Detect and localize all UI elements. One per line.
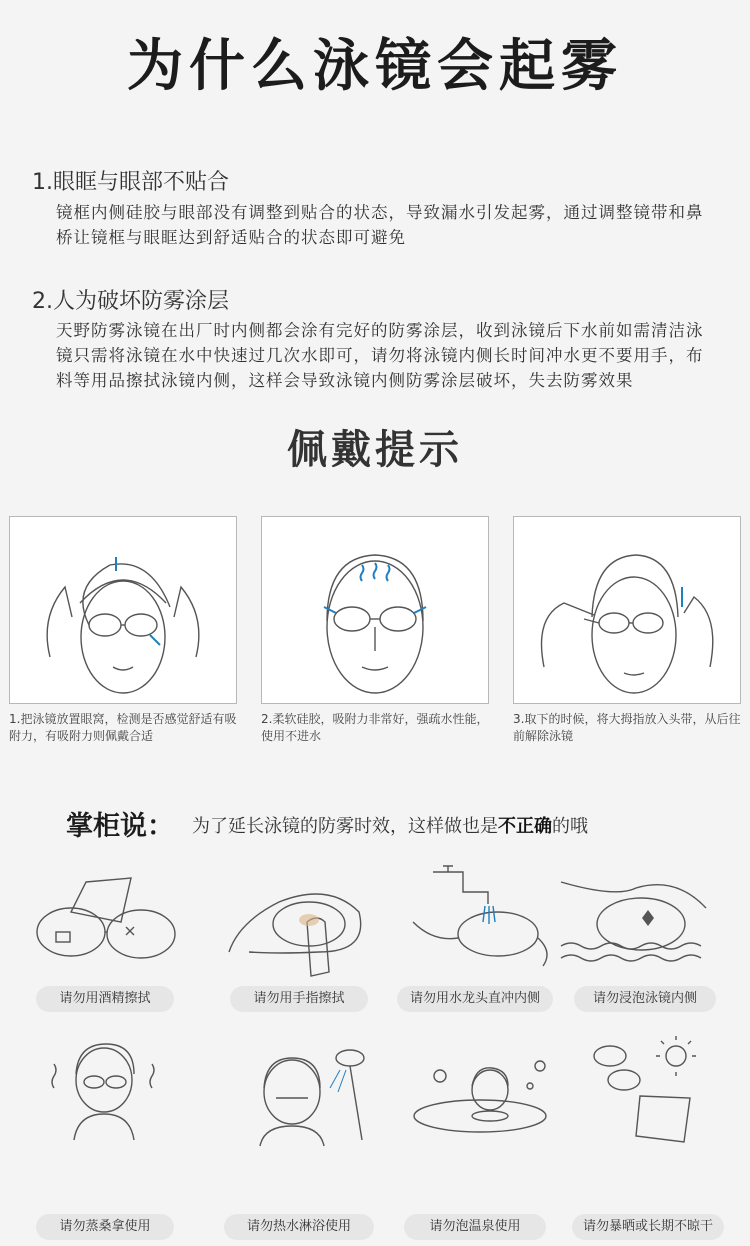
manager-note (192, 812, 588, 838)
wearing-step-1-image (9, 516, 237, 704)
manager-note-emphasis: 不正确 (498, 816, 552, 837)
wearing-step-2-image (261, 516, 489, 704)
shower-icon (232, 1040, 390, 1150)
step-3-illustration-icon (514, 517, 740, 703)
wearing-tips-title: 佩戴提示 (287, 427, 463, 473)
manager-note-suffix: 的哦 (552, 816, 588, 837)
step-2-illustration-icon (262, 517, 488, 703)
dont-faucet-rinse-label: 请勿用水龙头直冲内侧 (397, 986, 553, 1012)
sun-exposure-icon (580, 1036, 738, 1146)
sauna-icon (34, 1034, 192, 1144)
wearing-step-3-caption: 3.取下的时候，将大拇指放入头带，从后往前解除泳镜 (513, 712, 741, 743)
wearing-step-1-caption: 1.把泳镜放置眼窝，检测是否感觉舒适有吸附力，有吸附力则佩戴合适 (9, 712, 237, 743)
section-1-title: 1.眼眶与眼部不贴合 (32, 170, 229, 195)
dont-alcohol-wipe-label: 请勿用酒精擦拭 (36, 986, 174, 1012)
faucet-rinse-icon (403, 862, 561, 972)
hot-spring-icon (410, 1046, 568, 1156)
finger-wipe-icon (219, 872, 377, 982)
dont-shower-label: 请勿热水淋浴使用 (224, 1214, 374, 1240)
dont-sun-exposure-label: 请勿暴晒或长期不晾干 (572, 1214, 724, 1240)
soak-icon (556, 868, 714, 978)
wearing-step-3-image (513, 516, 741, 704)
dont-finger-wipe-label: 请勿用手指擦拭 (230, 986, 368, 1012)
section-1-body: 镜框内侧硅胶与眼部没有调整到贴合的状态，导致漏水引发起雾，通过调整镜带和鼻桥让镜框与眼眶达到舒适贴合的状态即可避免 (56, 203, 704, 247)
wearing-step-2-caption: 2.柔软硅胶，吸附力非常好，强疏水性能，使用不进水 (261, 712, 489, 743)
dont-hot-spring-label: 请勿泡温泉使用 (404, 1214, 546, 1240)
page-title: 为什么泳镜会起雾 (127, 34, 623, 99)
manager-label: 掌柜说： (66, 811, 174, 842)
dont-sauna-label: 请勿蒸桑拿使用 (36, 1214, 174, 1240)
alcohol-wipe-icon (26, 872, 184, 982)
section-2-body: 天野防雾泳镜在出厂时内侧都会涂有完好的防雾涂层，收到泳镜后下水前如需清洁泳镜只需将泳镜在水中快速过几次水即可，请勿将泳镜内侧长时间冲水更不要用手，布料等用品擦拭泳镜内侧，这样会导致泳镜内侧防雾涂层破坏，失去防雾效果 (56, 321, 704, 390)
section-2-title: 2.人为破坏防雾涂层 (32, 289, 229, 314)
dont-soak-label: 请勿浸泡泳镜内侧 (574, 986, 716, 1012)
step-1-illustration-icon (10, 517, 236, 703)
manager-note-prefix: 为了延长泳镜的防雾时效，这样做也是 (192, 816, 498, 837)
